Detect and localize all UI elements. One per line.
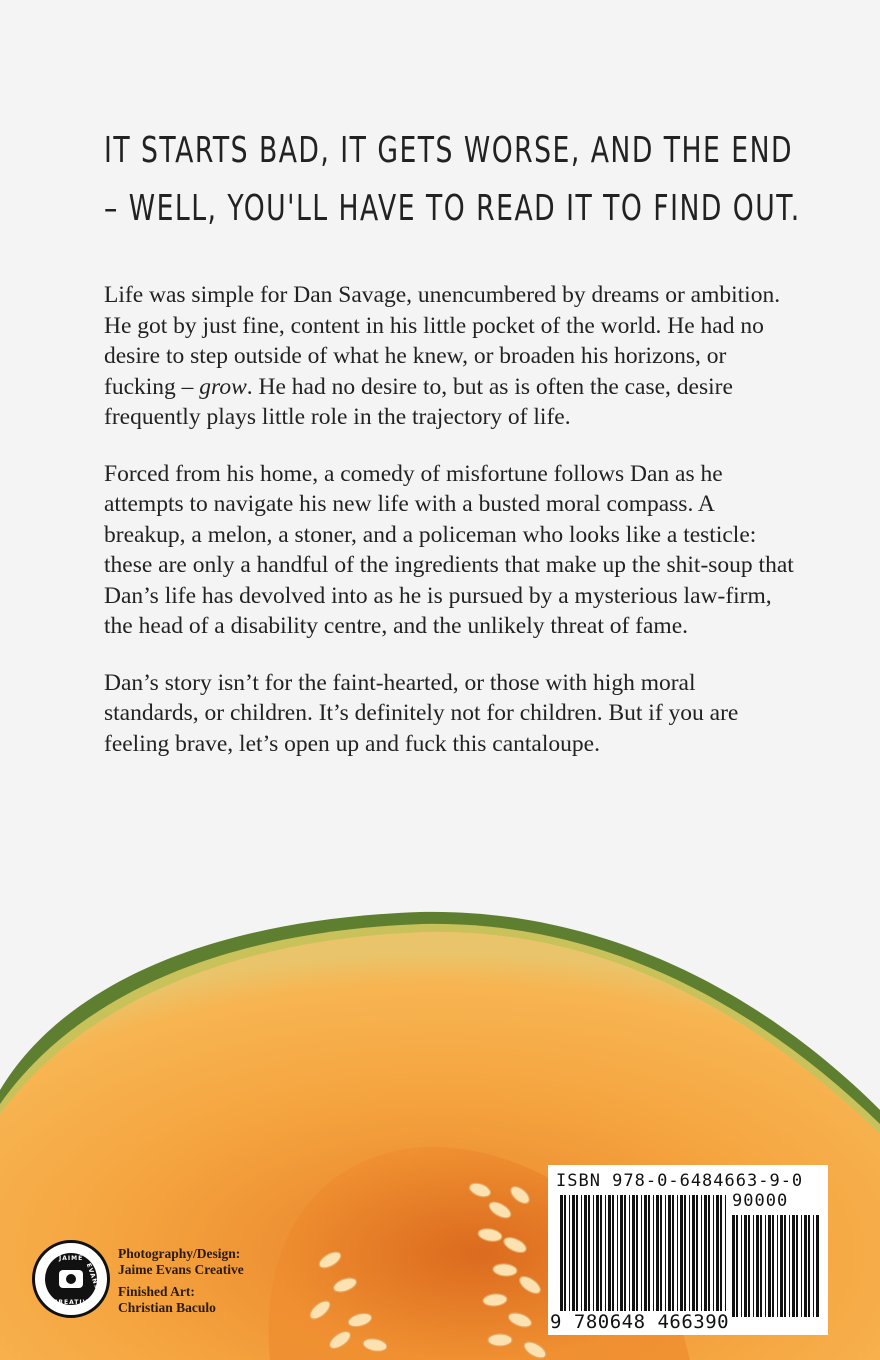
barcode-bar (581, 1195, 582, 1317)
barcode-bar (632, 1195, 635, 1317)
logo-text-right: EVANS (84, 1262, 101, 1291)
barcode-bar (732, 1215, 735, 1317)
barcode-bar (629, 1195, 630, 1317)
barcode-bar (644, 1195, 647, 1317)
barcode-bar (804, 1215, 807, 1317)
barcode-bar (816, 1215, 819, 1317)
isbn-text: ISBN 978-0-6484663-9-0 (556, 1171, 804, 1191)
barcode-bar (713, 1195, 714, 1317)
barcode-bar (689, 1195, 690, 1317)
barcode-bar (780, 1215, 783, 1317)
barcode-bar (801, 1215, 802, 1317)
barcode-bar (660, 1195, 662, 1317)
barcode-bar (656, 1195, 659, 1317)
logo-text-bottom: CREATIVE (53, 1299, 94, 1306)
barcode-bar (748, 1215, 750, 1317)
barcode-bar (756, 1215, 759, 1317)
barcode-bar (725, 1195, 726, 1317)
photography-value: Jaime Evans Creative (118, 1262, 244, 1277)
barcode-bar (569, 1195, 570, 1317)
barcode-bar (596, 1195, 599, 1317)
credits (32, 1238, 332, 1338)
barcode-bar (572, 1195, 575, 1317)
blurb-paragraph-1 (104, 280, 794, 433)
price-code: 90000 (732, 1191, 789, 1211)
barcode-bar (593, 1195, 594, 1317)
barcode-bar (605, 1195, 606, 1317)
barcode-bar (741, 1215, 742, 1317)
barcode-bar (636, 1195, 638, 1317)
isbn-barcode (548, 1165, 828, 1335)
barcode-bar (768, 1215, 771, 1317)
blurb-p1-end: . He had no desire to, but as is often the case, desire frequently plays little role in the trajectory of life. (104, 373, 733, 430)
barcode-bar (584, 1195, 587, 1317)
barcode-bar (716, 1195, 719, 1317)
barcode-bar (760, 1215, 762, 1317)
blurb-paragraph-2: Forced from his home, a comedy of misfortune follows Dan as he attempts to navigate his new life with a busted moral compass. A breakup, a melon, a stoner, and a policeman who looks like a testicle: these are only a handful of the ingredients that make up the shit-soup that Dan’s life has devolved into as he is pursued by a mysterious law-firm, the head of a disability centre, and the unlikely threat of fame. (104, 460, 794, 639)
barcode-bar (789, 1215, 790, 1317)
barcode-bar (620, 1195, 623, 1317)
barcode-bar (813, 1215, 814, 1317)
barcode-bar (641, 1195, 642, 1317)
barcode-bar (784, 1215, 786, 1317)
barcode-bar (653, 1195, 654, 1317)
blurb-p1-emphasis: grow (199, 373, 247, 400)
barcode-bar (777, 1215, 778, 1317)
photography-label: Photography/Design: (118, 1246, 241, 1261)
barcode-bar (665, 1195, 666, 1317)
barcode-bar (772, 1215, 774, 1317)
barcode-bar (648, 1195, 650, 1317)
barcode-bar (672, 1195, 674, 1317)
barcode-digits: 9 780648 466390 (550, 1311, 730, 1333)
barcode-bar (704, 1195, 707, 1317)
tagline (104, 122, 801, 238)
jaime-evans-creative-logo (32, 1240, 110, 1318)
barcode-bar (560, 1195, 563, 1317)
barcode-bar (684, 1195, 686, 1317)
barcode-bars-addon (732, 1215, 820, 1317)
barcode-bar (701, 1195, 702, 1317)
barcode-bar (624, 1195, 626, 1317)
barcode-bar (588, 1195, 590, 1317)
barcode-bar (744, 1215, 747, 1317)
barcode-bar (612, 1195, 614, 1317)
barcode-bar (796, 1215, 798, 1317)
barcode-bar (765, 1215, 766, 1317)
barcode-bar (668, 1195, 671, 1317)
tagline-line-1: IT STARTS BAD, IT GETS WORSE, AND THE END (104, 130, 794, 171)
barcode-bar (720, 1195, 722, 1317)
logo-text-top: JAIME (59, 1255, 84, 1262)
credit-text (118, 1246, 338, 1322)
barcode-bar (708, 1195, 710, 1317)
barcode-bars-main (560, 1195, 728, 1317)
barcode-bar (753, 1215, 754, 1317)
tagline-line-2: – WELL, YOU'LL HAVE TO READ IT TO FIND OUT. (104, 188, 801, 229)
barcode-bar (608, 1195, 611, 1317)
barcode-bar (617, 1195, 618, 1317)
barcode-bar (564, 1195, 566, 1317)
barcode-bar (677, 1195, 678, 1317)
barcode-bar (692, 1195, 695, 1317)
barcode-bar (808, 1215, 810, 1317)
barcode-bar (696, 1195, 698, 1317)
barcode-bar (600, 1195, 602, 1317)
barcode-bar (680, 1195, 683, 1317)
barcode-bar (736, 1215, 738, 1317)
finished-art-label: Finished Art: (118, 1284, 195, 1299)
finished-art-value: Christian Baculo (118, 1300, 216, 1315)
barcode-bar (792, 1215, 795, 1317)
blurb-p1-start: Life was simple for Dan Savage, unencumbered by dreams or ambition. He got by just fine, content in his little pocket of the world. He had no desire to step outside of what he knew, or broaden his horizons, or fucking – (104, 282, 781, 400)
blurb (104, 280, 794, 785)
barcode-bar (576, 1195, 578, 1317)
blurb-paragraph-3: Dan’s story isn’t for the faint-hearted, or those with high moral standards, or children. It’s definitely not for children. But if you are feeling brave, let’s open up and fuck this cantaloupe. (104, 669, 739, 757)
